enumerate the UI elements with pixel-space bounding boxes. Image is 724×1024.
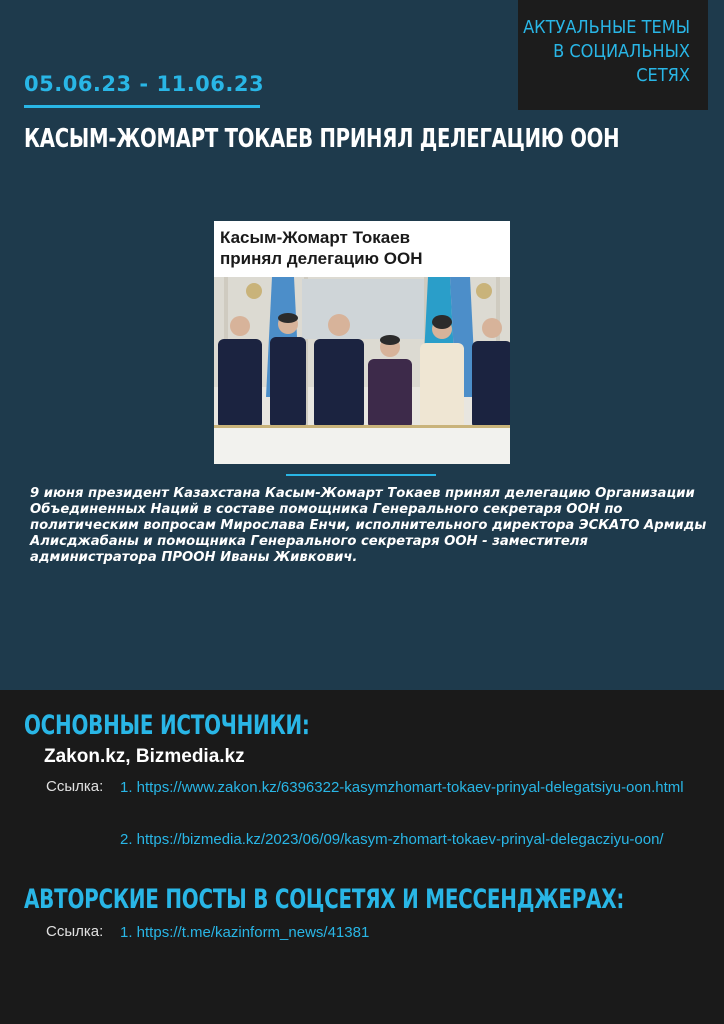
page-title: КАСЫМ-ЖОМАРТ ТОКАЕВ ПРИНЯЛ ДЕЛЕГАЦИЮ ООН (24, 124, 620, 154)
source-link-bizmedia[interactable]: 2. https://bizmedia.kz/2023/06/09/kasym-zhomart-tokaev-prinyal-delegacziyu-oon/ (120, 831, 664, 848)
divider (286, 474, 436, 476)
link-label: Ссылка: (46, 923, 104, 940)
author-post-link-telegram[interactable]: 1. https://t.me/kazinform_news/41381 (120, 924, 370, 941)
source-link-zakon[interactable]: 1. https://www.zakon.kz/6396322-kasymzhomart-tokaev-prinyal-delegatsiyu-oon.html (120, 779, 684, 796)
author-posts-title: АВТОРСКИЕ ПОСТЫ В СОЦСЕТЯХ И МЕССЕНДЖЕРАХ: (24, 884, 625, 915)
photo-caption-line: принял делегацию ООН (220, 249, 423, 268)
news-photo (214, 221, 510, 464)
date-range: 05.06.23 - 11.06.23 (24, 72, 265, 96)
sources-names: Zakon.kz, Bizmedia.kz (44, 746, 245, 767)
corner-label-line: СЕТЯХ (636, 65, 690, 86)
corner-label (518, 0, 708, 110)
link-label: Ссылка: (46, 778, 104, 795)
corner-label-line: В СОЦИАЛЬНЫХ (553, 41, 690, 62)
date-underline (24, 105, 260, 108)
sources-title: ОСНОВНЫЕ ИСТОЧНИКИ: (24, 710, 310, 741)
photo-caption (220, 227, 423, 269)
delegation-photo-illustration (214, 277, 510, 464)
corner-label-line: АКТУАЛЬНЫЕ ТЕМЫ (523, 17, 690, 38)
photo-caption-line: Касым-Жомарт Токаев (220, 228, 411, 247)
news-body: 9 июня президент Казахстана Касым-Жомарт Токаев принял делегацию Организации Объединенных Наций в составе помощника Генерального секретаря ООН по политическим вопросам Мирослава Енчи, исполнительного директора ЭСКАТО Армиды Алисджабаны и помощника Генерального секретаря ООН - заместителя администратора ПРООН Иваны Живкович. (30, 486, 707, 565)
